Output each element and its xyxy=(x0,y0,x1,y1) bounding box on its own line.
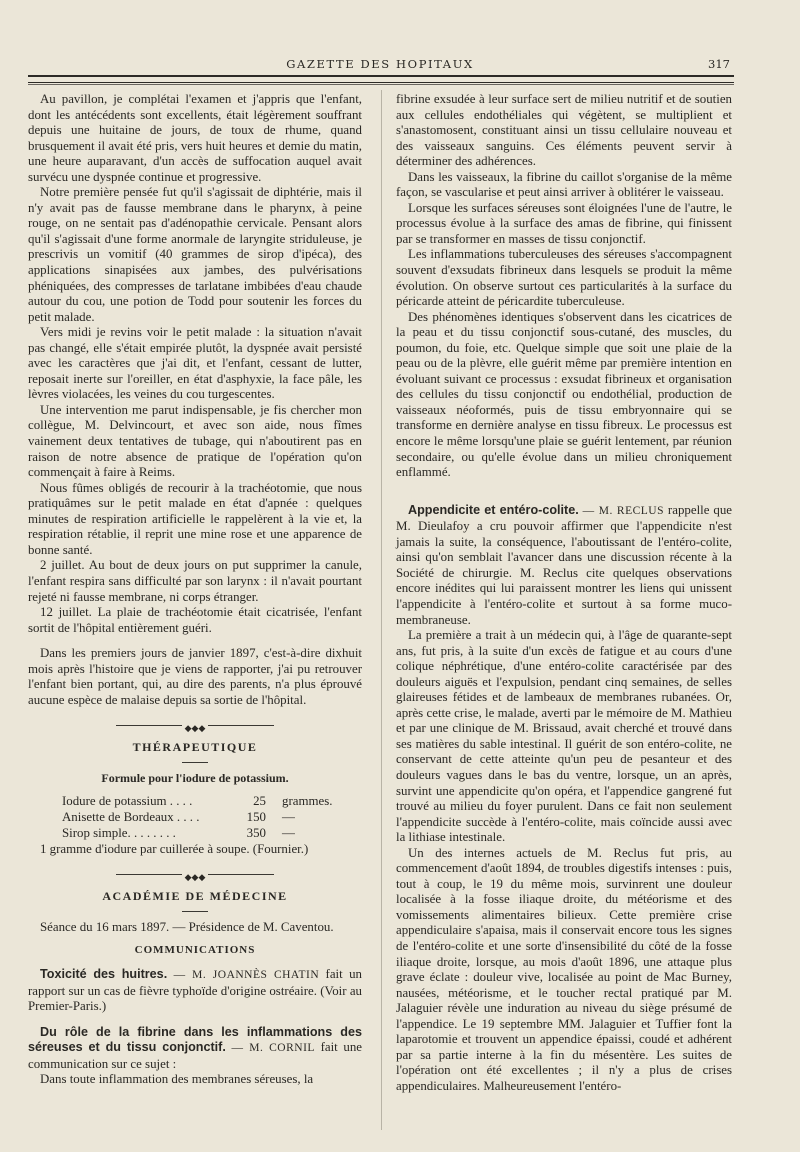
formula-table xyxy=(62,794,362,841)
spacer xyxy=(28,1015,362,1025)
academie-heading: ACADÉMIE DE MÉDECINE xyxy=(102,889,288,904)
communication-toxicite: Toxicité des huitres. — M. JOANNÈS CHATIN fait un rapport sur un cas de fièvre typhoïde d'origine ostréaire. (Voir au Premier-Paris.) xyxy=(28,967,362,1014)
heading-rule xyxy=(182,762,208,763)
section-ornament: ◆◆◆ xyxy=(28,869,362,879)
left-column xyxy=(28,92,362,1088)
spacer xyxy=(28,636,362,646)
paragraph: Au pavillon, je complétai l'examen et j'appris que l'enfant, dont les antécédents sont excellents, était légèrement souffrant depuis une huitaine de jours, de toux de rhume, quand brusquement il avait été pris, vers huit heures et demie du matin, une heure auparavant, d'un accès de suffocation auquel avait survécu une dyspnée continue et progressive. xyxy=(28,92,362,184)
paragraph: 2 juillet. Au bout de deux jours on put supprimer la canule, l'enfant respira sans difficulté par son larynx : il n'avait pourtant rejeté ni fausse membrane, ni corps étranger. xyxy=(28,558,362,604)
column-divider xyxy=(381,90,382,1130)
publication-title: GAZETTE DES HOPITAUX xyxy=(286,57,474,71)
section-ornament: ◆◆◆ xyxy=(28,720,362,730)
formula-row: Anisette de Bordeaux . . . . 150 — xyxy=(62,810,295,825)
paragraph: 12 juillet. La plaie de trachéotomie était cicatrisée, l'enfant sortit de l'hôpital entièrement guéri. xyxy=(28,605,362,635)
therapeutique-heading: THÉRAPEUTIQUE xyxy=(132,740,258,755)
header-double-rule xyxy=(28,75,734,83)
communications-label: COMMUNICATIONS xyxy=(134,944,256,957)
appendicite-lead: Appendicite et entéro-colite. — M. RECLUS rappelle que M. Dieulafoy a cru pouvoir affirmer que l'appendicite n'est jamais la suite, la conséquence, l'aboutissant de l'entéro-colite, ainsi qu'on semblait l'avancer dans une discussion récente à la Société de chirurgie. M. Reclus cite quelques observations encore inédites qui lui paraissent montrer les liens qui unissent l'appendicite à l'entéro-colite et surtout à sa forme muco-membraneuse. xyxy=(396,502,732,627)
formula-row: Sirop simple. . . . . . . . 350 — xyxy=(62,826,295,841)
paragraph: fibrine exsudée à leur surface sert de milieu nutritif et de soutien aux cellules endothéliales qui végètent, se multiplient et s'anastomosent, constituant ainsi un tissu cellulaire nouveau et des vaisseaux sanguins. Ces éléments peuvent servir à déterminer des adhérences. xyxy=(396,92,732,169)
page-number: 317 xyxy=(708,57,730,71)
paragraph: Les inflammations tuberculeuses des séreuses s'accompagnent souvent d'exsudats fibrineux dans lesquels se produit la même évolution. On observe surtout ces particularités à la surface du péricarde atteint de péricardite tuberculeuse. xyxy=(396,247,732,309)
right-column xyxy=(396,92,732,1094)
heading-rule xyxy=(182,911,208,912)
running-head xyxy=(30,57,730,75)
spacer xyxy=(396,481,732,503)
formula-heading: Formule pour l'iodure de potassium. xyxy=(101,770,289,785)
paragraph: Vers midi je revins voir le petit malade : la situation n'avait pas changé, elle s'était empirée plutôt, la dyspnée avait persisté avec les caractères que j'ai dit, et l'enfant, cessant de lutter, reposait inerte sur l'oreiller, en état d'asphyxie, la face pâle, les lèvres violacées, les veines du cou turgescentes. xyxy=(28,325,362,402)
paragraph: Dans les vaisseaux, la fibrine du caillot s'organise de la même façon, se vascularise et peut ainsi arriver à oblitérer le vaisseau. xyxy=(396,169,732,200)
formula-note: 1 gramme d'iodure par cuillerée à soupe. (Fournier.) xyxy=(40,841,309,856)
paragraph: Dans toute inflammation des membranes séreuses, la xyxy=(40,1072,314,1087)
header-thin-rule xyxy=(28,84,734,85)
communication-fibrine: Du rôle de la fibrine dans les inflammations des séreuses et du tissu conjonctif. — M. CORNIL fait une communication sur ce sujet : xyxy=(28,1024,362,1071)
paragraph: La première a trait à un médecin qui, à l'âge de quarante-sept ans, fut pris, à la suite d'un excès de fatigue et au cours d'une colique néphrétique, d'une entéro-colite caractérisée par des douleurs aiguës et l'expulsion, pendant cinq semaines, de selles glaireuses fétides et de lambeaux de membranes rubanées. Or, après cette crise, le malade, averti par le mémoire de M. Mathieu et par une clinique de M. Brissaud, avait cherché et trouvé dans ses matières du sable intestinal. Il guérit de son entéro-colite, ne conservant de cette atteinte qu'un peu de pesanteur et des douleurs vagues dans le bas du ventre, lorsque, un an après, survint une appendicite qu'on opéra, et l'appendice gangrené fut trouvé au milieu du foyer purulent. Dans ce fait non seulement l'appendicite succède à l'entéro-colite, mais coïncide aussi avec la lithiase intestinale. xyxy=(396,628,732,845)
paragraph: Un des internes actuels de M. Reclus fut pris, au commencement d'août 1894, de troubles digestifs intenses : puis, tout à coup, le 19 du même mois, survinrent une douleur localisée à la fosse iliaque droite, du météorisme et des vomissements alimentaires bilieux. Cette première crise appendiculaire s'apaisa, mais il conservait encore tous les signes de l'entéro-colite et une sorte d'insensibilité du côté de la fosse iliaque droite, lorsque, au mois d'août 1896, une attaque plus grave éclate : douleur vive, localisée au point de Mac Burney, nausées, météorisme, et le toucher rectal pratiqué par M. Jalaguier révèle une induration au niveau du siège présumé de l'appendice. Le 19 septembre MM. Jalaguier et Tuffier font la laparotomie et trouvent un appendice épaissi, coudé et adhérent par sa partie interne à la fin du mésentère. Les suites de l'opération ont été excellentes ; il n'y a plus de crises appendiculaires. Malheureusement l'entéro- xyxy=(396,845,732,1093)
paragraph: Dans les premiers jours de janvier 1897, c'est-à-dire dixhuit mois après l'histoire que je viens de rapporter, j'ai pu retrouver l'enfant bien portant, qui, au dire des parents, n'a plus éprouvé aucune espèce de malaise depuis sa sortie de l'hôpital. xyxy=(28,646,362,707)
session-line: Séance du 16 mars 1897. — Présidence de M. Caventou. xyxy=(40,919,334,934)
paragraph: Une intervention me parut indispensable, je fis chercher mon collègue, M. Delvincourt, et avec son aide, nous fîmes vainement deux tentatives de tubage, qui n'aboutirent pas en raison de notre absence de pratique de l'opération qu'on commençait à faire à Reims. xyxy=(28,402,362,480)
formula-row: Iodure de potassium . . . . 25 grammes. xyxy=(62,794,333,809)
paragraph: Lorsque les surfaces séreuses sont éloignées l'une de l'autre, le processus évolue à la surface des amas de fibrine, qui finissent par se transformer en masses de tissu conjonctif. xyxy=(396,200,732,246)
paragraph: Nous fûmes obligés de recourir à la trachéotomie, que nous pratiquâmes sur le petit malade en état d'apnée : quelques minutes de respiration artificielle le rappelèrent à la vie et, la respiration rétablie, il reprit une mine rose et une apparence de bonne santé. xyxy=(28,480,362,557)
paragraph: Notre première pensée fut qu'il s'agissait de diphtérie, mais il n'y avait pas de fausse membrane dans le pharynx, à peine rouge, on ne sentait pas d'adénopathie cervicale. Pensant alors qu'il s'agissait d'une forme anormale de laryngite striduleuse, je prescrivis un vomitif (40 grammes de sirop d'ipéca), des applications sinapisées aux jambes, des pulvérisations phéniquées, des compresses de tarlatane imbibées d'eau chaude autour du cou, une potion de Todd pour soutenir les forces du petit malade. xyxy=(28,185,362,324)
paragraph: Des phénomènes identiques s'observent dans les cicatrices de la peau et du tissu conjonctif sous-cutané, des muscles, du poumon, du foie, etc. Quelque simple que soit une plaie de la peau ou de la plèvre, elle guérit même par première intention en évoluant suivant ce processus : exsudat fibrineux et organisation des cellules du tissu conjonctif ou endothélial, production de vaisseaux néoformés, puis de tissu embryonnaire qui se transforme en dernière analyse en tissu fibreux. Le processus est encore le même lorsqu'une plaie se guérit lentement, par réunion secondaire, ou qu'elle évolue dans un milieu chroniquement enflammé. xyxy=(396,309,732,480)
